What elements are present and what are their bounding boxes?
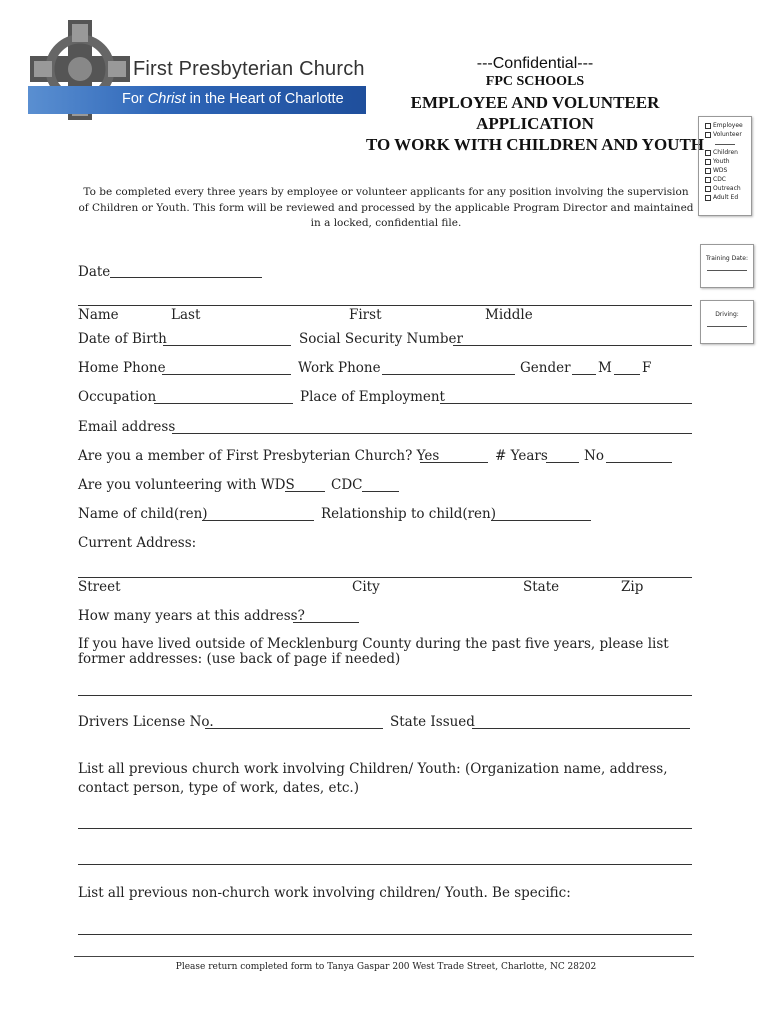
volunteering-question: Are you volunteering with WDS — [78, 477, 295, 493]
first-label: First — [349, 307, 382, 323]
address-field[interactable] — [78, 577, 692, 578]
title-line-1: EMPLOYEE AND VOLUNTEER — [410, 93, 660, 112]
title-line-2: APPLICATION — [476, 114, 594, 133]
dob-label: Date of Birth — [78, 331, 167, 347]
member-no-field[interactable] — [606, 462, 672, 463]
email-field[interactable] — [172, 433, 692, 434]
church-tagline: For Christ in the Heart of Charlotte — [122, 91, 344, 107]
org-label: FPC SCHOOLS — [485, 74, 585, 89]
last-label: Last — [171, 307, 201, 323]
years-label: # Years — [495, 448, 548, 464]
confidential-label: ---Confidential--- — [476, 55, 594, 72]
years-at-address-field[interactable] — [293, 622, 359, 623]
no-label: No — [584, 448, 604, 464]
nonchurch-work-question: List all previous non-church work involving children/ Youth. Be specific: — [78, 885, 571, 901]
email-label: Email address — [78, 419, 176, 435]
license-field[interactable] — [205, 728, 383, 729]
gender-label: Gender — [520, 360, 571, 376]
title-line-3: TO WORK WITH CHILDREN AND YOUTH — [365, 135, 705, 154]
child-name-label: Name of child(ren) — [78, 506, 208, 522]
gender-f-field[interactable] — [614, 374, 640, 375]
footer-note: Please return completed form to Tanya Gaspar 200 West Trade Street, Charlotte, NC 28202 — [175, 962, 597, 972]
check-volunteer[interactable]: Volunteer — [705, 130, 751, 139]
date-label: Date — [78, 264, 111, 280]
check-wds[interactable]: WDS — [705, 166, 751, 175]
gender-m-field[interactable] — [572, 374, 596, 375]
check-employee[interactable]: Employee — [705, 121, 751, 130]
driving-label: Driving: — [715, 311, 739, 318]
years-field[interactable] — [546, 462, 579, 463]
child-name-field[interactable] — [202, 520, 314, 521]
cdc-field[interactable] — [362, 491, 399, 492]
home-phone-label: Home Phone — [78, 360, 166, 376]
driving-box[interactable] — [700, 300, 754, 344]
check-cdc[interactable]: CDC — [705, 175, 751, 184]
wds-field[interactable] — [285, 491, 325, 492]
check-adult-ed[interactable]: Adult Ed — [705, 193, 751, 202]
intro-paragraph: To be completed every three years by employee or volunteer applicants for any position involving the supervision of Children or Youth. This form will be reviewed and processed by the applicable Program Director and maintained in a locked, confidential file. — [78, 186, 694, 229]
street-label: Street — [78, 579, 121, 595]
current-address-label: Current Address: — [78, 535, 197, 551]
name-field[interactable] — [78, 305, 692, 306]
church-work-question: List all previous church work involving Children/ Youth: (Organization name, address, contact person, type of work, dates, etc.) — [78, 761, 668, 796]
ssn-field[interactable] — [453, 345, 692, 346]
footer-rule — [74, 956, 694, 957]
check-children[interactable]: Children — [705, 148, 751, 157]
dob-field[interactable] — [163, 345, 291, 346]
volunteer-divider — [715, 139, 735, 145]
check-outreach[interactable]: Outreach — [705, 184, 751, 193]
nonchurch-work-field[interactable] — [78, 934, 692, 935]
church-work-field-1[interactable] — [78, 828, 692, 829]
gender-f-label: F — [642, 360, 652, 376]
state-issued-field[interactable] — [472, 728, 690, 729]
employment-label: Place of Employment — [300, 389, 445, 405]
years-at-address-label: How many years at this address? — [78, 608, 305, 624]
training-date-box[interactable] — [700, 244, 754, 288]
check-youth[interactable]: Youth — [705, 157, 751, 166]
home-phone-field[interactable] — [162, 374, 291, 375]
state-issued-label: State Issued — [390, 714, 475, 730]
relationship-field[interactable] — [491, 520, 591, 521]
name-label: Name — [78, 307, 119, 323]
city-label: City — [352, 579, 380, 595]
employment-field[interactable] — [440, 403, 692, 404]
cdc-label: CDC — [331, 477, 363, 493]
occupation-label: Occupation — [78, 389, 157, 405]
former-addresses-field[interactable] — [78, 695, 692, 696]
relationship-label: Relationship to child(ren) — [321, 506, 497, 522]
former-addresses-question: If you have lived outside of Mecklenburg County during the past five years, please list former addresses: (use back of page if needed) — [78, 636, 669, 667]
middle-label: Middle — [485, 307, 533, 323]
ssn-label: Social Security Number — [299, 331, 463, 347]
gender-m-label: M — [598, 360, 612, 376]
member-question: Are you a member of First Presbyterian Church? Yes — [78, 448, 440, 464]
date-field[interactable] — [110, 277, 262, 278]
license-label: Drivers License No. — [78, 714, 214, 730]
work-phone-label: Work Phone — [298, 360, 381, 376]
work-phone-field[interactable] — [382, 374, 515, 375]
position-checklist — [698, 116, 752, 216]
state-label: State — [523, 579, 560, 595]
member-yes-field[interactable] — [420, 462, 488, 463]
church-work-field-2[interactable] — [78, 864, 692, 865]
occupation-field[interactable] — [154, 403, 293, 404]
training-date-label: Training Date: — [706, 255, 748, 262]
zip-label: Zip — [621, 579, 644, 595]
church-name: First Presbyterian Church — [133, 58, 365, 80]
